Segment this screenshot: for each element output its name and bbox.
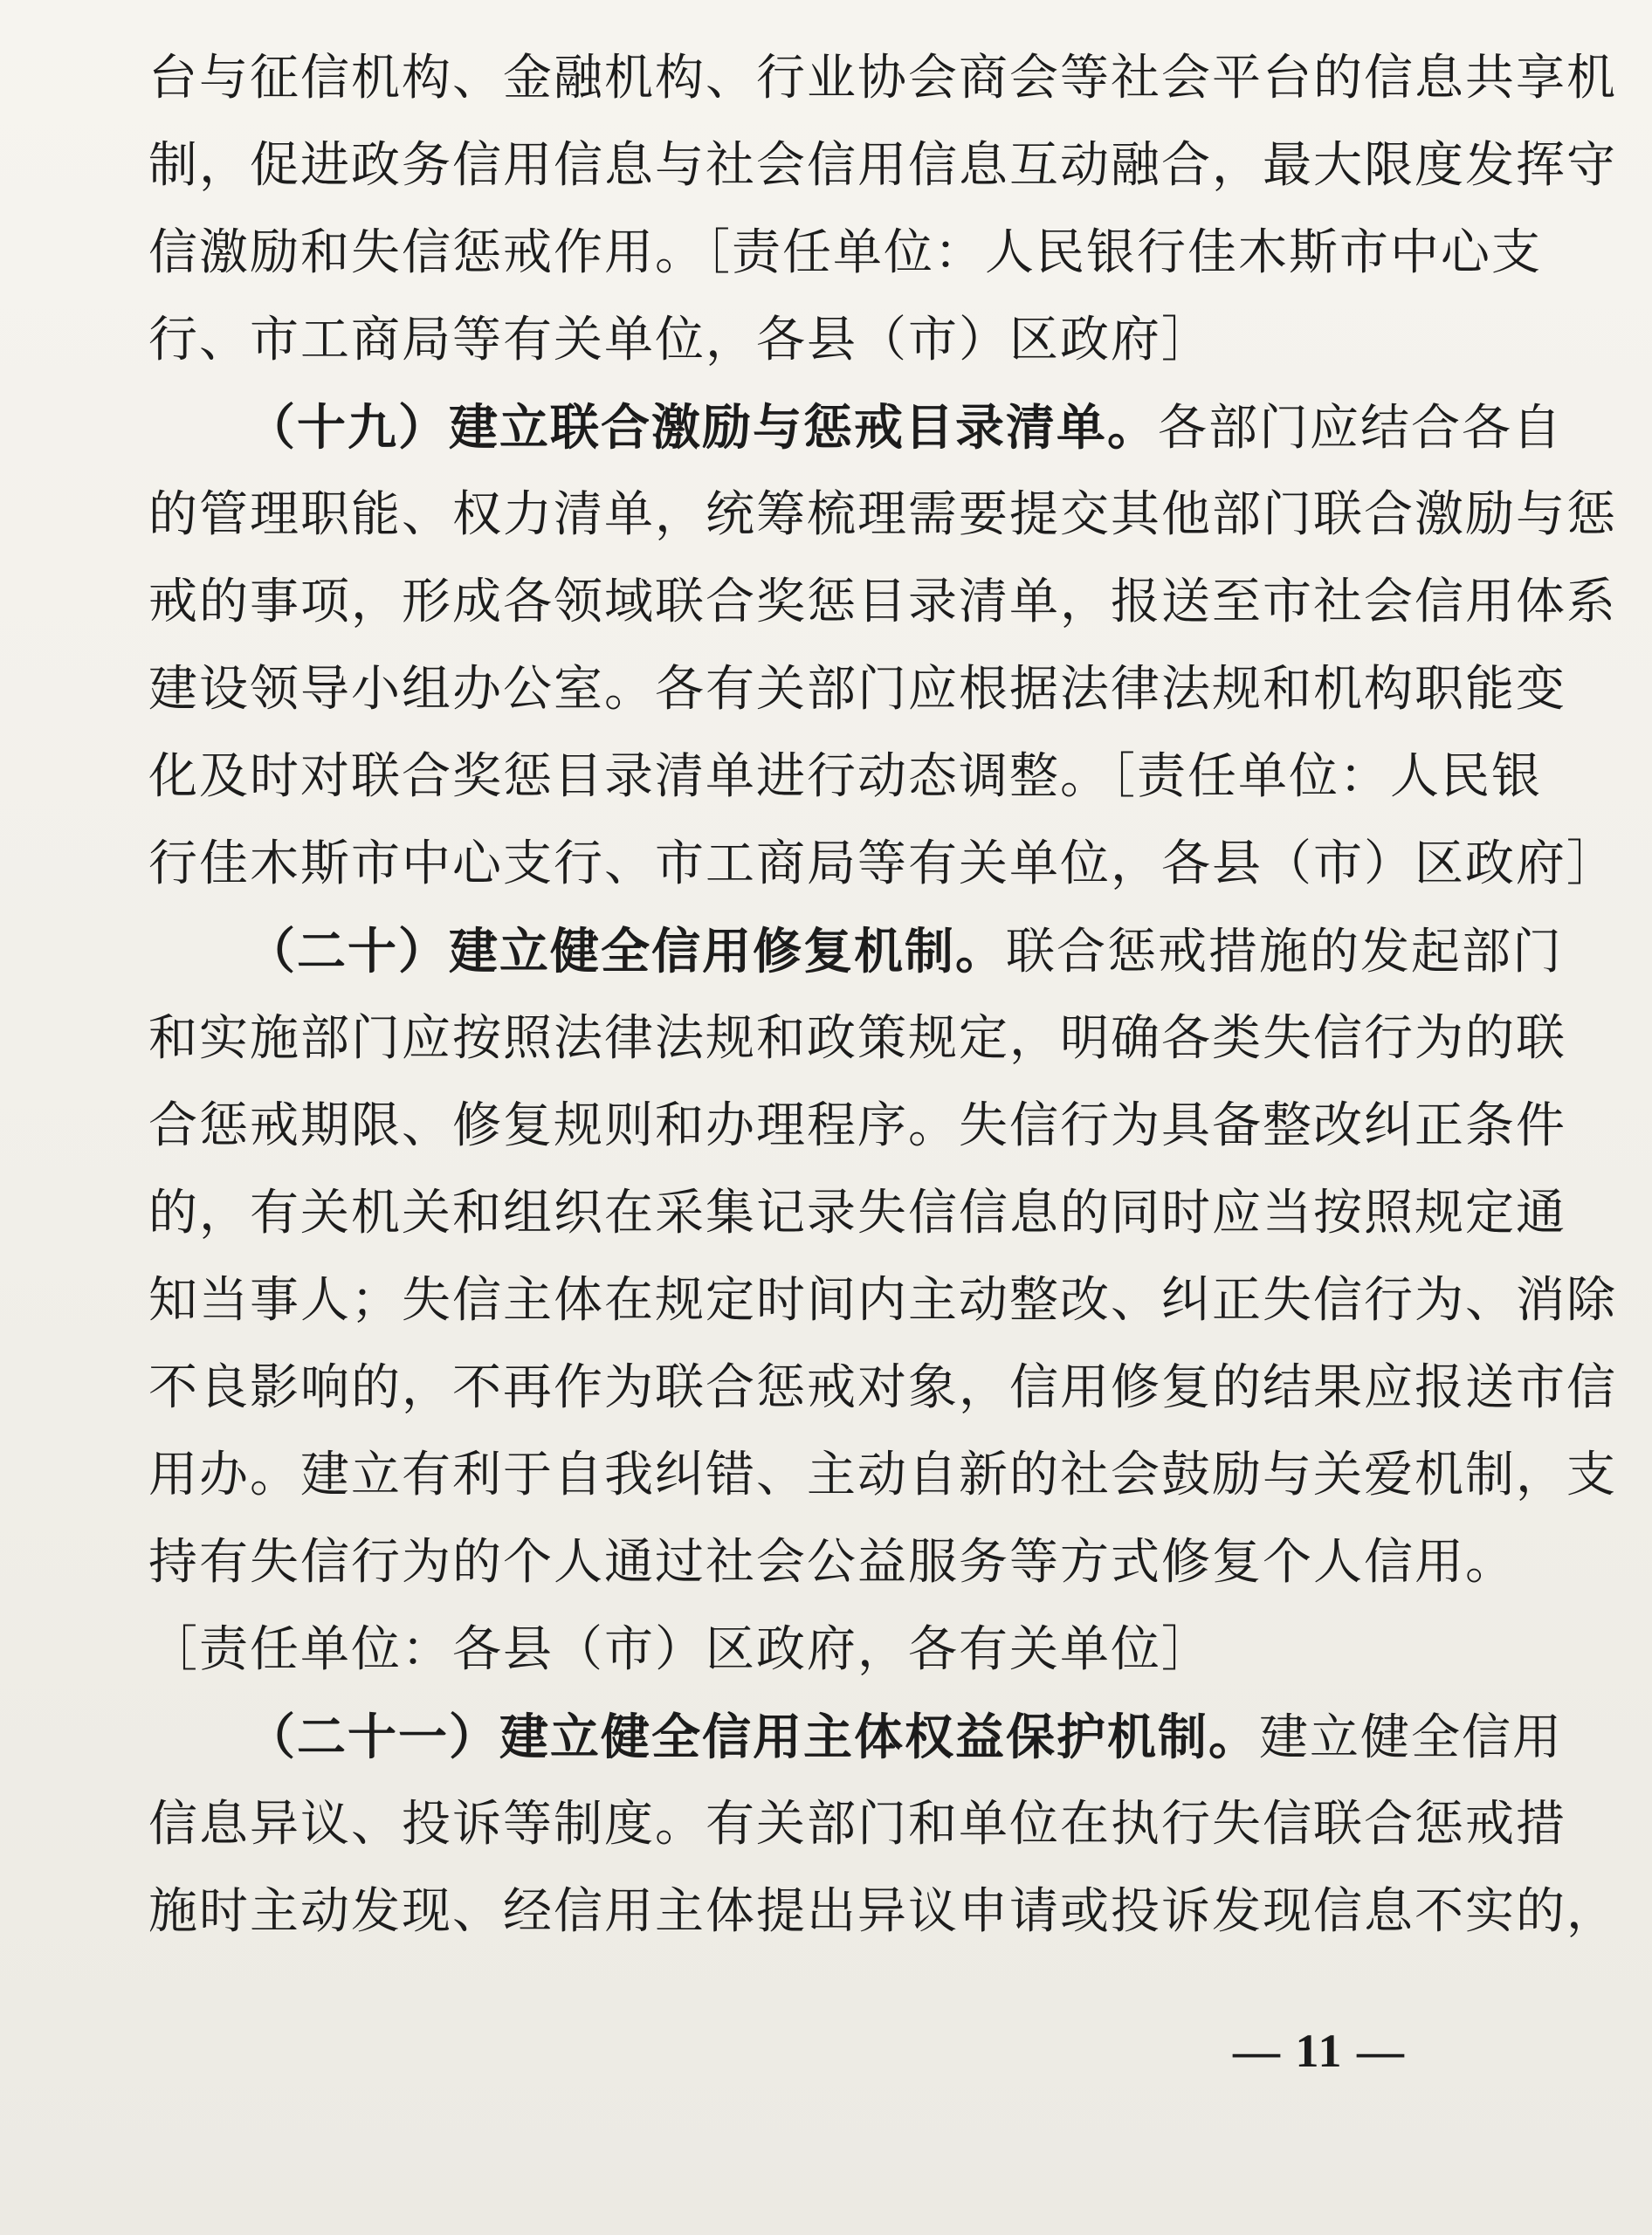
text-line: 用办。建立有利于自我纠错、主动自新的社会鼓励与关爱机制，支 [148,1447,1617,1503]
text-line: 行佳木斯市中心支行、市工商局等有关单位，各县（市）区政府］ [148,836,1617,892]
paragraph-continuation [148,35,1617,384]
text-line: 信息异议、投诉等制度。有关部门和单位在执行失信联合惩戒措 [148,1796,1566,1853]
text-line: 行、市工商局等有关单位，各县（市）区政府］ [148,312,1212,368]
text-line: 建设领导小组办公室。各有关部门应根据法律法规和机构职能变 [148,661,1566,718]
text-line: 施时主动发现、经信用主体提出异议申请或投诉发现信息不实的， [148,1883,1617,1940]
text-line [148,384,1563,471]
text-line: 台与征信机构、金融机构、行业协会商会等社会平台的信息共享机 [148,50,1617,107]
text-line: 知当事人；失信主体在规定时间内主动整改、纠正失信行为、消除 [148,1272,1617,1329]
text-line: 和实施部门应按照法律法规和政策规定，明确各类失信行为的联 [148,1010,1566,1067]
paragraph-20 [148,908,1617,1694]
text-span: 建立健全信用 [1259,1709,1563,1766]
text-line: 的管理职能、权力清单，统筹梳理需要提交其他部门联合激励与惩 [148,486,1617,543]
text-line [148,908,1563,995]
text-line: 合惩戒期限、修复规则和办理程序。失信行为具备整改纠正条件 [148,1097,1566,1154]
paragraph-21 [148,1694,1617,1956]
section-heading-21: （二十一）建立健全信用主体权益保护机制。 [246,1709,1259,1766]
text-line: 信激励和失信惩戒作用。［责任单位：人民银行佳木斯市中心支 [148,224,1542,281]
section-heading-19: （十九）建立联合激励与惩戒目录清单。 [246,399,1158,457]
text-line [148,1694,1563,1781]
text-line: 制，促进政务信用信息与社会信用信息互动融合，最大限度发挥守 [148,137,1617,194]
text-span: 联合惩戒措施的发起部门 [1006,924,1563,980]
text-line: 不良影响的，不再作为联合惩戒对象，信用修复的结果应报送市信 [148,1359,1617,1416]
section-heading-20: （二十）建立健全信用修复机制。 [246,923,1006,980]
text-line: 戒的事项，形成各领域联合奖惩目录清单，报送至市社会信用体系 [148,574,1617,630]
text-line: ［责任单位：各县（市）区政府，各有关单位］ [148,1621,1212,1678]
page-number: — 11 — [1232,2025,1406,2077]
text-line: 持有失信行为的个人通过社会公益服务等方式修复个人信用。 [148,1534,1516,1591]
paragraph-19 [148,384,1617,908]
text-line: 化及时对联合奖惩目录清单进行动态调整。［责任单位：人民银 [148,748,1542,805]
document-body [148,35,1617,1956]
text-line: 的，有关机关和组织在采集记录失信信息的同时应当按照规定通 [148,1185,1566,1241]
text-span: 各部门应结合各自 [1158,400,1563,457]
